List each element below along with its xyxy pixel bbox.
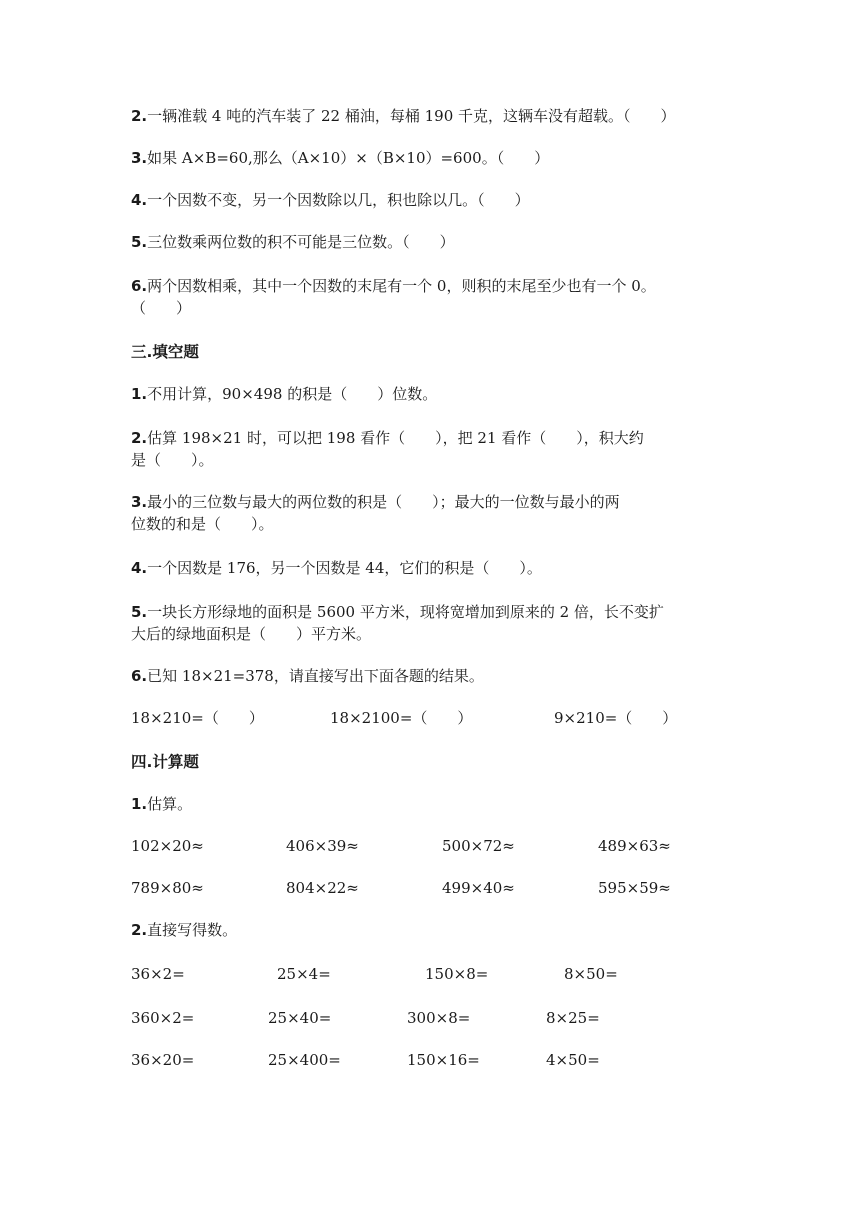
calc-item-2 bbox=[131, 920, 237, 940]
direct-expr: 4×50= bbox=[546, 1051, 600, 1069]
item-number: 1. bbox=[131, 795, 148, 813]
item-number: 3. bbox=[131, 493, 148, 511]
calc-item-1 bbox=[131, 794, 192, 814]
item-number: 6. bbox=[131, 277, 148, 295]
item-text: 估算。 bbox=[147, 795, 193, 813]
fill-6-expr-2: 18×2100=（ ） bbox=[330, 709, 473, 727]
item-number: 4. bbox=[131, 191, 148, 209]
section-title-calc: 四.计算题 bbox=[131, 753, 199, 771]
item-number: 4. bbox=[131, 559, 148, 577]
direct-expr: 360×2= bbox=[131, 1009, 195, 1027]
estimate-expr: 595×59≈ bbox=[598, 879, 671, 897]
item-text: 如果 A×B=60,那么（A×10）×（B×10）=600。（ ） bbox=[147, 149, 550, 167]
item-number: 2. bbox=[131, 921, 148, 939]
judge-item-5 bbox=[131, 232, 455, 252]
direct-expr: 8×25= bbox=[546, 1009, 600, 1027]
estimate-expr: 499×40≈ bbox=[442, 879, 515, 897]
judge-item-4 bbox=[131, 190, 530, 210]
fill-item-5-cont: 大后的绿地面积是（ ）平方米。 bbox=[131, 625, 372, 643]
fill-item-6 bbox=[131, 666, 484, 686]
item-number: 6. bbox=[131, 667, 148, 685]
item-text: 一辆准载 4 吨的汽车装了 22 桶油，每桶 190 千克，这辆车没有超载。（ ） bbox=[147, 107, 676, 125]
fill-item-3 bbox=[131, 492, 620, 512]
item-text: 估算 198×21 时，可以把 198 看作（ ），把 21 看作（ ），积大约 bbox=[147, 429, 644, 447]
item-text: 一个因数是 176，另一个因数是 44，它们的积是（ ）。 bbox=[147, 559, 542, 577]
direct-expr: 25×400= bbox=[268, 1051, 341, 1069]
item-number: 2. bbox=[131, 429, 148, 447]
item-text: 已知 18×21=378，请直接写出下面各题的结果。 bbox=[147, 667, 484, 685]
direct-expr: 25×4= bbox=[277, 965, 331, 983]
estimate-expr: 804×22≈ bbox=[286, 879, 359, 897]
fill-6-expr-1: 18×210=（ ） bbox=[131, 709, 264, 727]
item-text: 最小的三位数与最大的两位数的积是（ ）；最大的一位数与最小的两 bbox=[147, 493, 620, 511]
item-number: 5. bbox=[131, 233, 148, 251]
direct-expr: 8×50= bbox=[564, 965, 618, 983]
item-number: 2. bbox=[131, 107, 148, 125]
judge-item-6 bbox=[131, 276, 656, 296]
judge-item-6-cont: （ ） bbox=[131, 299, 192, 317]
fill-6-expr-3: 9×210=（ ） bbox=[554, 709, 678, 727]
fill-item-2 bbox=[131, 428, 644, 448]
fill-item-1 bbox=[131, 384, 437, 404]
item-number: 3. bbox=[131, 149, 148, 167]
item-text: 一块长方形绿地的面积是 5600 平方米，现将宽增加到原来的 2 倍，长不变扩 bbox=[147, 603, 664, 621]
judge-item-3 bbox=[131, 148, 549, 168]
fill-item-4 bbox=[131, 558, 542, 578]
fill-item-5 bbox=[131, 602, 664, 622]
item-text: 直接写得数。 bbox=[147, 921, 238, 939]
direct-expr: 25×40= bbox=[268, 1009, 332, 1027]
judge-item-2 bbox=[131, 106, 676, 126]
direct-expr: 36×20= bbox=[131, 1051, 195, 1069]
item-number: 5. bbox=[131, 603, 148, 621]
estimate-expr: 489×63≈ bbox=[598, 837, 671, 855]
estimate-expr: 500×72≈ bbox=[442, 837, 515, 855]
estimate-expr: 102×20≈ bbox=[131, 837, 204, 855]
section-title-fill: 三.填空题 bbox=[131, 343, 199, 361]
estimate-expr: 789×80≈ bbox=[131, 879, 204, 897]
direct-expr: 36×2= bbox=[131, 965, 185, 983]
estimate-expr: 406×39≈ bbox=[286, 837, 359, 855]
item-text: 三位数乘两位数的积不可能是三位数。（ ） bbox=[147, 233, 455, 251]
item-text: 不用计算，90×498 的积是（ ）位数。 bbox=[147, 385, 438, 403]
direct-expr: 150×8= bbox=[425, 965, 489, 983]
fill-item-3-cont: 位数的和是（ ）。 bbox=[131, 515, 274, 533]
item-text: 一个因数不变，另一个因数除以几，积也除以几。（ ） bbox=[147, 191, 530, 209]
direct-expr: 150×16= bbox=[407, 1051, 480, 1069]
fill-item-2-cont: 是（ ）。 bbox=[131, 451, 214, 469]
item-number: 1. bbox=[131, 385, 148, 403]
item-text: 两个因数相乘，其中一个因数的末尾有一个 0，则积的末尾至少也有一个 0。 bbox=[147, 277, 656, 295]
direct-expr: 300×8= bbox=[407, 1009, 471, 1027]
